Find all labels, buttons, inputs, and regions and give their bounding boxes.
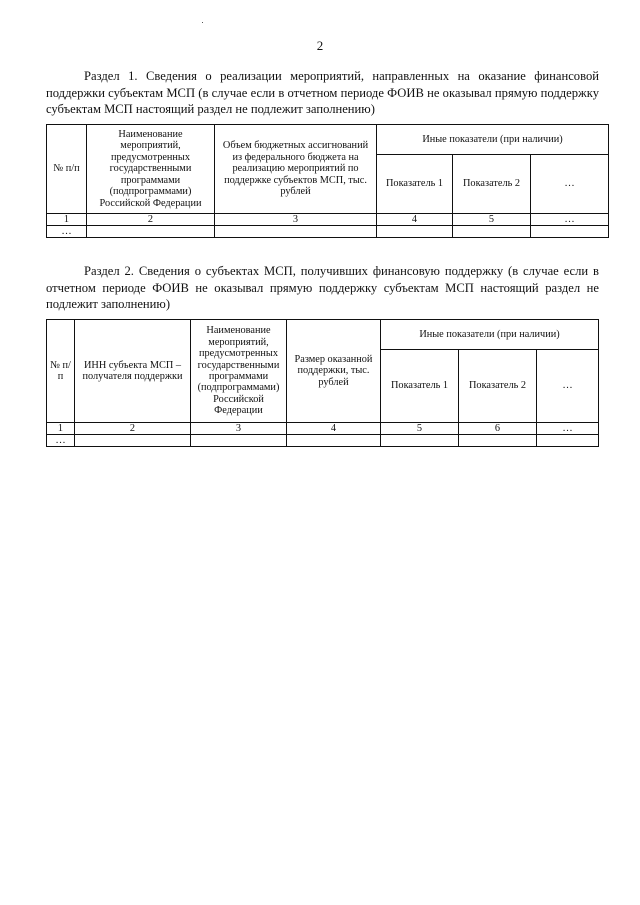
section2-table xyxy=(46,319,599,447)
header-indicator-1: Показатель 1 xyxy=(377,155,453,214)
column-number: 1 xyxy=(47,423,75,435)
continuation-marker: … xyxy=(47,226,87,238)
column-number: … xyxy=(537,423,599,435)
empty-cell xyxy=(377,226,453,238)
column-number: 2 xyxy=(87,214,215,226)
empty-cell xyxy=(215,226,377,238)
empty-cell xyxy=(459,435,537,447)
header-support-size: Размер оказанной поддержки, тыс. рублей xyxy=(287,320,381,423)
column-number: 5 xyxy=(381,423,459,435)
header-inn: ИНН субъекта МСП – получателя поддержки xyxy=(75,320,191,423)
header-activity: Наименование мероприятий, предусмотренных государственными программами (подпрограммами) Российской Федерации xyxy=(87,125,215,214)
header-num: № п/п xyxy=(47,125,87,214)
section2-heading: Раздел 2. Сведения о субъектах МСП, получивших финансовую поддержку (в случае если в отчетном периоде ФОИВ не оказывал прямую поддержку субъектам МСП настоящий раздел не подлежит заполнению) xyxy=(46,264,599,311)
column-number: … xyxy=(531,214,609,226)
header-num: № п/п xyxy=(47,320,75,423)
column-number: 3 xyxy=(191,423,287,435)
header-other-indicators: Иные показатели (при наличии) xyxy=(381,320,599,350)
section1-heading: Раздел 1. Сведения о реализации мероприятий, направленных на оказание финансовой поддержки субъектам МСП (в случае если в отчетном периоде ФОИВ не оказывал прямую поддержку субъектам МСП настоящий раздел не подлежит заполнению) xyxy=(46,69,599,116)
header-other-indicators: Иные показатели (при наличии) xyxy=(377,125,609,155)
empty-cell xyxy=(287,435,381,447)
header-budget: Объем бюджетных ассигнований из федерального бюджета на реализацию мероприятий по поддержке субъектов МСП, тыс. рублей xyxy=(215,125,377,214)
empty-cell xyxy=(75,435,191,447)
empty-cell xyxy=(381,435,459,447)
empty-cell xyxy=(87,226,215,238)
column-number: 4 xyxy=(287,423,381,435)
header-indicator-more: … xyxy=(537,350,599,423)
header-indicator-2: Показатель 2 xyxy=(453,155,531,214)
column-number: 1 xyxy=(47,214,87,226)
header-activity: Наименование мероприятий, предусмотренных государственными программами (подпрограммами) Российской Федерации xyxy=(191,320,287,423)
page-number: 2 xyxy=(316,38,324,53)
header-indicator-1: Показатель 1 xyxy=(381,350,459,423)
header-indicator-more: … xyxy=(531,155,609,214)
section1-table xyxy=(46,124,609,238)
scan-speck xyxy=(202,22,203,23)
empty-cell xyxy=(537,435,599,447)
header-indicator-2: Показатель 2 xyxy=(459,350,537,423)
column-number: 4 xyxy=(377,214,453,226)
column-number: 3 xyxy=(215,214,377,226)
empty-cell xyxy=(453,226,531,238)
column-number: 2 xyxy=(75,423,191,435)
empty-cell xyxy=(531,226,609,238)
column-number: 5 xyxy=(453,214,531,226)
continuation-marker: … xyxy=(47,435,75,447)
column-number: 6 xyxy=(459,423,537,435)
empty-cell xyxy=(191,435,287,447)
